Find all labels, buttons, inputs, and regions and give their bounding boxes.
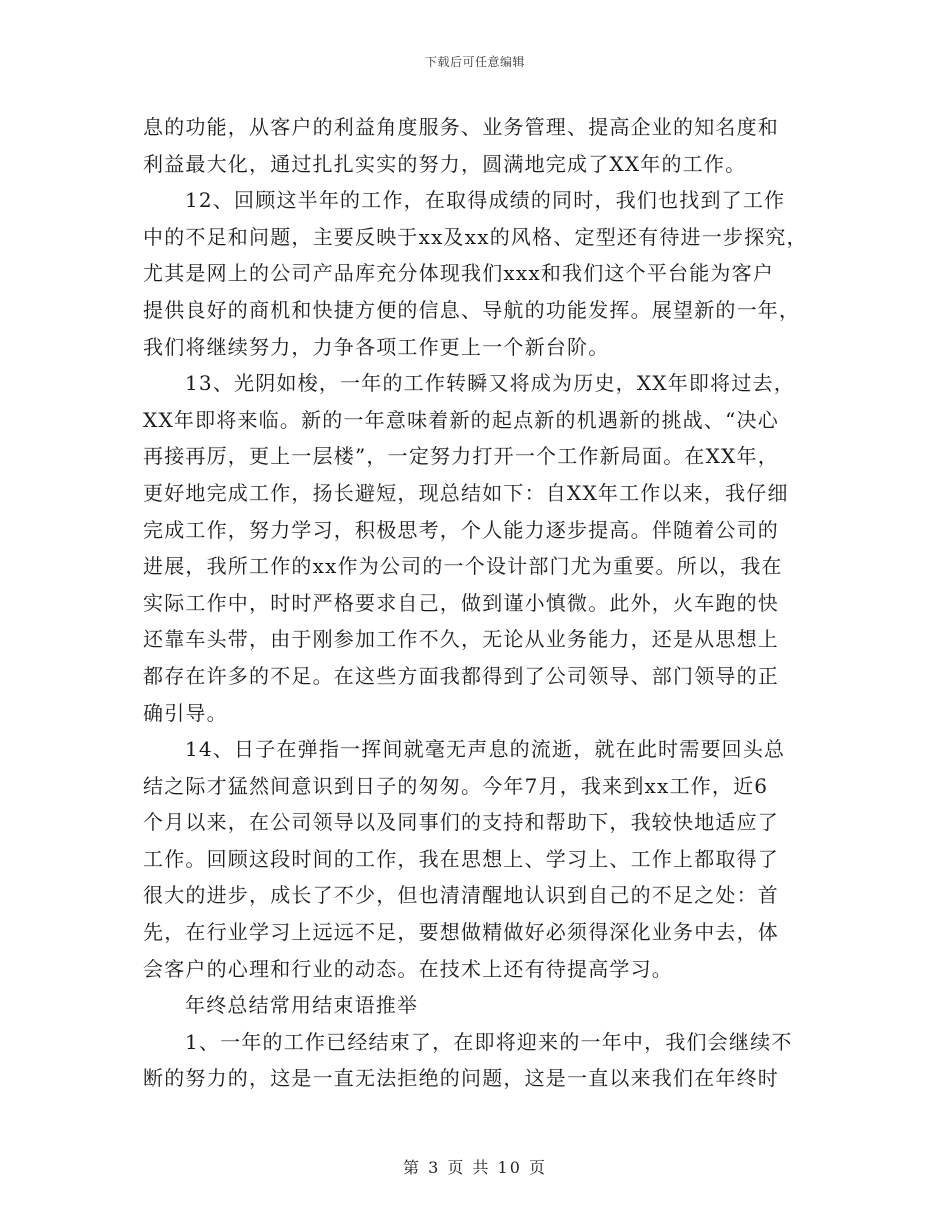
text-line: 断的努力的，这是一直无法拒绝的问题，这是一直以来我们在年终时 (143, 1066, 779, 1091)
text-line: 进展，我所工作的xx作为公司的一个设计部门尤为重要。所以，我在 (143, 554, 783, 579)
text-line: 很大的进步，成长了不少，但也清清醒地认识到自己的不足之处：首 (143, 883, 779, 908)
text-line: 12、回顾这半年的工作，在取得成绩的同时，我们也找到了工作 (185, 188, 786, 213)
text-line: 结之际才猛然间意识到日子的匆匆。今年7月，我来到xx工作，近6 (143, 773, 769, 798)
page-header: 下载后可任意编辑 (424, 55, 525, 69)
text-line: 13、光阴如梭，一年的工作转瞬又将成为历史，XX年即将过去， (185, 371, 795, 396)
text-line: XX年即将来临。新的一年意味着新的起点新的机遇新的挑战、“决心 (143, 407, 779, 432)
text-line: 实际工作中，时时严格要求自己，做到谨小慎微。此外，火车跑的快 (143, 590, 779, 615)
page-footer: 第 3 页 共 10 页 (403, 1158, 547, 1177)
text-line: 个月以来，在公司领导以及同事们的支持和帮助下，我较快地适应了 (143, 810, 779, 835)
text-line: 完成工作，努力学习，积极思考，个人能力逐步提高。伴随着公司的 (143, 517, 779, 542)
text-line: 更好地完成工作，扬长避短，现总结如下：自XX年工作以来，我仔细 (143, 480, 789, 505)
text-line: 还靠车头带，由于刚参加工作不久，无论从业务能力，还是从思想上 (143, 627, 779, 652)
text-line: 中的不足和问题，主要反映于xx及xx的风格、定型还有待进一步探究， (143, 224, 808, 249)
text-line: 再接再厉，更上一层楼”，一定努力打开一个工作新局面。在XX年， (143, 444, 779, 469)
text-line: 我们将继续努力，力争各项工作更上一个新台阶。 (143, 334, 610, 359)
text-line: 先，在行业学习上远远不足，要想做精做好必须得深化业务中去，体 (143, 920, 779, 945)
text-line: 利益最大化，通过扎扎实实的努力，圆满地完成了XX年的工作。 (143, 151, 747, 176)
text-line: 尤其是网上的公司产品库充分体现我们xxx和我们这个平台能为客户 (143, 261, 775, 286)
text-line: 工作。回顾这段时间的工作，我在思想上、学习上、工作上都取得了 (143, 846, 779, 871)
text-line: 息的功能，从客户的利益角度服务、业务管理、提高企业的知名度和 (143, 115, 779, 139)
text-line: 1、一年的工作已经结束了，在即将迎来的一年中，我们会继续不 (185, 1029, 793, 1054)
text-line: 确引导。 (143, 700, 228, 725)
document-body (143, 109, 808, 1097)
text-line: 提供良好的商机和快捷方便的信息、导航的功能发挥。展望新的一年， (143, 297, 801, 322)
text-line: 14、日子在弹指一挥间就毫无声息的流逝，就在此时需要回头总 (185, 737, 786, 762)
text-line: 年终总结常用结束语推举 (185, 993, 419, 1018)
text-line: 会客户的心理和行业的动态。在技术上还有待提高学习。 (143, 956, 673, 981)
text-line: 都存在许多的不足。在这些方面我都得到了公司领导、部门领导的正 (143, 663, 779, 688)
